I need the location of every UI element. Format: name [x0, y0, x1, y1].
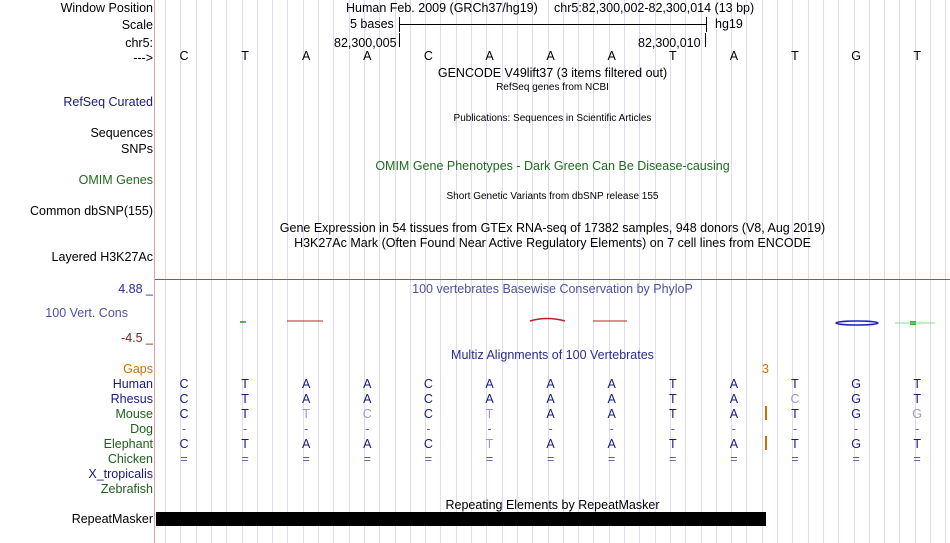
gencode-track-title[interactable]: GENCODE V49lift37 (3 items filtered out): [437, 66, 668, 80]
sequence-base: G: [851, 49, 861, 63]
alignment-base: A: [485, 392, 494, 406]
sequence-base: A: [729, 49, 739, 63]
alignment-base: A: [729, 437, 739, 451]
omim-track-title[interactable]: OMIM Gene Phenotypes - Dark Green Can Be Disease-causing: [375, 159, 730, 173]
alignment-base: C: [179, 437, 189, 451]
alignment-base: =: [424, 452, 433, 466]
alignment-base: A: [546, 437, 555, 451]
sequence-base: T: [791, 49, 799, 63]
alignment-base: T: [913, 392, 921, 406]
alignment-base: T: [668, 377, 677, 391]
repeatmasker-track-title[interactable]: Repeating Elements by RepeatMasker: [445, 498, 660, 512]
alignment-base: =: [669, 452, 677, 466]
alignment-base: C: [179, 407, 189, 421]
insertion-marker: [765, 436, 767, 450]
scale-db: hg19: [715, 17, 743, 31]
dbsnp-label[interactable]: Common dbSNP(155): [30, 204, 153, 218]
alignment-base: =: [363, 452, 371, 466]
alignment-base: C: [423, 392, 433, 406]
alignment-base: A: [607, 437, 616, 451]
alignment-base: -: [548, 422, 553, 436]
alignment-base: A: [607, 392, 616, 406]
position-text[interactable]: chr5:82,300,002-82,300,014 (13 bp): [554, 1, 755, 15]
species-label[interactable]: X_tropicalis: [88, 467, 153, 481]
alignment-base: A: [363, 377, 372, 391]
alignment-base: T: [302, 407, 310, 421]
alignment-base: =: [241, 452, 249, 466]
alignment-base: =: [180, 452, 188, 466]
coord-1-tick: [399, 33, 400, 47]
alignment-base: A: [729, 407, 739, 421]
coord-2: 82,300,010: [638, 36, 701, 50]
gap-count: 3: [762, 362, 769, 376]
alignment-base: T: [241, 407, 249, 421]
alignment-base: C: [179, 392, 189, 406]
gaps-label[interactable]: Gaps: [123, 362, 153, 376]
alignment-base: C: [179, 377, 189, 391]
alignment-base: C: [423, 377, 433, 391]
scale-text: 5 bases: [350, 17, 394, 31]
alignment-base: G: [851, 407, 861, 421]
refseq-track-title[interactable]: RefSeq genes from NCBI: [496, 82, 609, 93]
scale-bar-left-tick: [399, 17, 400, 32]
alignment-base: A: [729, 392, 739, 406]
h3k27ac-track-title[interactable]: H3K27Ac Mark (Often Found Near Active Regulatory Elements) on 7 cell lines from ENCODE: [294, 236, 811, 250]
repeat-element-bar[interactable]: [156, 512, 766, 526]
conservation-plot: [155, 310, 950, 330]
conservation-max-value: 4.88 _: [118, 282, 153, 296]
sequence-base: A: [607, 49, 616, 63]
window-position-label: Window Position: [60, 1, 153, 15]
repeatmasker-label[interactable]: RepeatMasker: [71, 512, 153, 526]
alignment-base: T: [668, 392, 677, 406]
alignment-base: G: [851, 437, 861, 451]
conservation-track-title[interactable]: 100 vertebrates Basewise Conservation by PhyloP: [412, 282, 693, 296]
insertion-marker: [765, 406, 767, 420]
multiz-track-title[interactable]: Multiz Alignments of 100 Vertebrates: [451, 348, 654, 362]
strand-label: --->: [133, 51, 153, 65]
sequences-label[interactable]: Sequences: [90, 126, 153, 140]
species-label[interactable]: Mouse: [115, 407, 153, 421]
alignment-base: T: [485, 437, 494, 451]
h3k27ac-label[interactable]: Layered H3K27Ac: [51, 250, 153, 264]
alignment-base: A: [546, 377, 555, 391]
coord-1: 82,300,005: [334, 36, 397, 50]
species-label[interactable]: Rhesus: [110, 392, 153, 406]
alignment-base: T: [241, 392, 249, 406]
sequence-base: T: [668, 49, 677, 63]
alignment-base: C: [790, 392, 800, 406]
alignment-base: C: [423, 437, 433, 451]
alignment-base: -: [365, 422, 370, 436]
alignment-base: T: [668, 407, 677, 421]
alignment-base: A: [485, 377, 494, 391]
alignment-base: -: [915, 422, 920, 436]
alignment-base: T: [913, 377, 921, 391]
alignment-base: A: [546, 392, 555, 406]
alignment-base: -: [304, 422, 309, 436]
alignment-base: A: [302, 437, 311, 451]
species-label[interactable]: Elephant: [103, 437, 153, 451]
snps-label[interactable]: SNPs: [121, 142, 153, 156]
omim-label[interactable]: OMIM Genes: [78, 173, 153, 187]
sequence-base: C: [423, 49, 433, 63]
scale-bar-right-tick: [706, 17, 707, 32]
alignment-base: A: [302, 392, 311, 406]
alignment-base: -: [792, 422, 798, 436]
alignment-base: -: [854, 422, 859, 436]
alignment-base: =: [791, 452, 799, 466]
gtex-track-title[interactable]: Gene Expression in 54 tissues from GTEx RNA-seq of 17382 samples, 948 donors (V8, Aug 2019): [279, 221, 826, 235]
sequence-base: C: [179, 49, 189, 63]
track-divider: [155, 279, 950, 280]
alignment-base: =: [730, 452, 738, 466]
alignment-base: T: [668, 437, 677, 451]
alignment-base: T: [913, 437, 921, 451]
alignment-base: -: [426, 422, 431, 436]
alignment-base: A: [363, 392, 372, 406]
assembly-text: Human Feb. 2009 (GRCh37/hg19): [346, 1, 538, 15]
publications-track-title[interactable]: Publications: Sequences in Scientific Articles: [453, 113, 652, 124]
alignment-base: T: [791, 437, 799, 451]
alignment-base: =: [608, 452, 616, 466]
alignment-base: T: [241, 377, 249, 391]
alignment-base: A: [607, 377, 616, 391]
alignment-base: A: [363, 437, 372, 451]
alignment-base: G: [851, 392, 861, 406]
alignment-base: -: [731, 422, 736, 436]
alignment-base: A: [607, 407, 616, 421]
conservation-min-value: -4.5 _: [121, 331, 153, 345]
refseq-label[interactable]: RefSeq Curated: [63, 95, 153, 109]
alignment-base: =: [913, 452, 921, 466]
alignment-base: A: [302, 377, 311, 391]
alignment-base: A: [729, 377, 739, 391]
coord-2-tick: [705, 33, 706, 47]
alignment-base: -: [487, 422, 492, 436]
sequence-base: A: [485, 49, 494, 63]
alignment-base: T: [241, 437, 249, 451]
alignment-base: =: [302, 452, 310, 466]
alignment-base: =: [852, 452, 860, 466]
conservation-label[interactable]: 100 Vert. Cons: [45, 306, 128, 320]
sequence-base: T: [913, 49, 921, 63]
sequence-base: A: [363, 49, 372, 63]
alignment-base: T: [791, 377, 799, 391]
alignment-base: C: [423, 407, 433, 421]
alignment-base: -: [181, 422, 187, 436]
sequence-base: A: [546, 49, 555, 63]
sequence-base: T: [241, 49, 249, 63]
alignment-base: -: [670, 422, 675, 436]
alignment-base: =: [546, 452, 555, 466]
scale-label: Scale: [121, 18, 153, 32]
alignment-base: =: [485, 452, 494, 466]
alignment-base: G: [912, 407, 923, 421]
sequence-base: A: [302, 49, 311, 63]
alignment-base: A: [546, 407, 555, 421]
species-label[interactable]: Chicken: [107, 452, 153, 466]
species-label[interactable]: Dog: [130, 422, 153, 436]
alignment-base: C: [362, 407, 372, 421]
alignment-base: T: [791, 407, 799, 421]
alignment-base: -: [243, 422, 248, 436]
scale-bar: [399, 24, 706, 25]
dbsnp-track-title[interactable]: Short Genetic Variants from dbSNP release 155: [446, 191, 659, 202]
species-label[interactable]: Human: [112, 377, 153, 391]
alignment-base: G: [851, 377, 861, 391]
chrom-label: chr5:: [125, 36, 153, 50]
alignment-base: -: [609, 422, 614, 436]
species-label[interactable]: Zebrafish: [100, 482, 153, 496]
alignment-base: T: [485, 407, 494, 421]
